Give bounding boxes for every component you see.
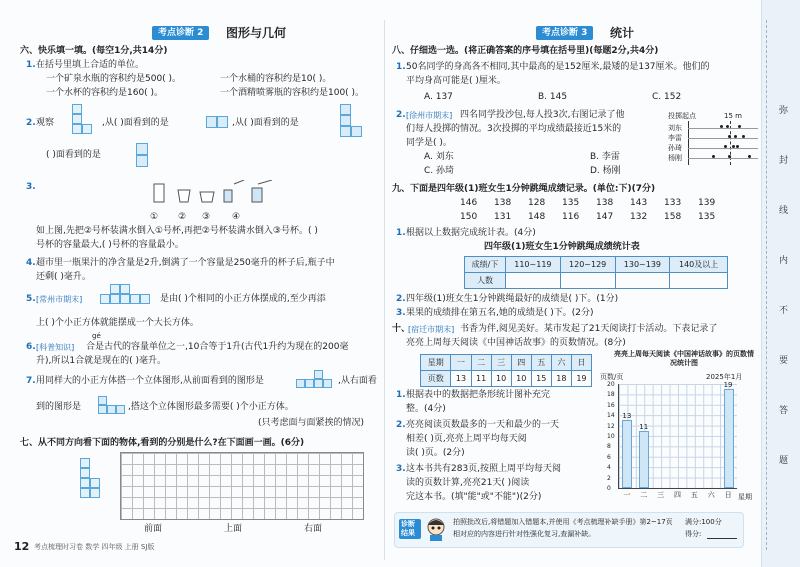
question-number: 3. — [396, 308, 406, 318]
y-tick-label: 10 — [607, 433, 615, 440]
reading-table-header: 三 — [491, 355, 511, 371]
y-tick-label: 2 — [607, 474, 611, 482]
chart-bar — [724, 389, 734, 488]
view-label: 上面 — [224, 524, 243, 534]
cup-label: ② — [178, 212, 187, 222]
table-header: 120~129 — [560, 257, 615, 273]
reading-bar-chart — [600, 350, 756, 506]
question-text: 四年级(1)班女生1分钟跳绳最好的成绩是( )下。(1分) — [406, 294, 619, 304]
thrower-name: 杨刚 — [668, 154, 682, 162]
reading-pages-cell: 10 — [511, 371, 531, 387]
jump-value: 148 — [528, 212, 546, 222]
pinyin-note: gé — [92, 332, 101, 340]
y-tick-label: 20 — [607, 381, 615, 388]
seal-char: 封 — [778, 156, 788, 166]
section-title-geometry: 图形与几何 — [226, 26, 287, 40]
reading-pages-cell: 15 — [531, 371, 551, 387]
y-tick-label: 16 — [607, 401, 615, 409]
question-text: ,从( )面看到的是 — [102, 118, 169, 128]
part-nine-heading: 九、下面是四年级(1)班女生1分钟跳绳成绩记录。(单位:下)(7分) — [392, 184, 656, 194]
book-info: 考点梳理时习卷 数学 四年级 上册 SJ版 — [34, 543, 155, 551]
jump-value: 133 — [664, 198, 682, 208]
question-text: 一个矿泉水瓶的容积约是500( )。 — [46, 74, 182, 84]
answer-cell[interactable] — [506, 273, 561, 289]
jump-value: 146 — [460, 198, 478, 208]
reading-table-header: 四 — [511, 355, 531, 371]
score-line — [707, 538, 737, 539]
y-tick-label: 0 — [607, 485, 611, 492]
question-text: 亮亮阅读页数最多的一天和最少的一天 — [406, 420, 560, 430]
reading-table-header: 星期 — [421, 355, 451, 371]
question-text: 到的图形是 — [36, 402, 82, 412]
seal-char: 内 — [778, 256, 788, 266]
question-text: ,从( )面看到的是 — [232, 118, 299, 128]
chart-plot-area — [607, 381, 737, 499]
cube-stack-icon — [100, 284, 160, 312]
y-tick-label: 4 — [607, 464, 611, 472]
view-square-icon — [206, 116, 228, 128]
question-number: 1. — [396, 228, 406, 238]
question-text: 根据以上数据完成统计表。(4分) — [406, 228, 536, 238]
question-text: 们每人投掷的情况。3次投掷的平均成绩最接近15米的 — [406, 124, 622, 134]
student-avatar-icon — [425, 517, 447, 541]
question-text: 观察 — [36, 118, 55, 128]
jump-value: 135 — [562, 198, 580, 208]
bar-data-label: 19 — [723, 381, 733, 390]
right-view-icon — [98, 396, 125, 416]
diagnosis-text: 相对应的内容进行针对性强化复习,查漏补缺。 — [453, 530, 596, 538]
seal-char: 要 — [778, 356, 788, 366]
reading-table-header: 六 — [551, 355, 571, 371]
question-number: 2. — [396, 110, 406, 120]
jump-value: 128 — [528, 198, 546, 208]
cube-figure-icon — [64, 104, 100, 138]
question-number: 1. — [396, 62, 406, 72]
question-text: ,从右面看 — [338, 376, 377, 386]
reading-table-header: 五 — [531, 355, 551, 371]
question-text: ( )面看到的是 — [46, 150, 101, 160]
bar-data-label: 11 — [639, 422, 649, 431]
thrower-name: 李雷 — [668, 134, 682, 142]
section-badge-right: 考点诊断 3 — [536, 26, 593, 40]
option: A. 刘东 — [424, 152, 454, 162]
jump-value: 132 — [630, 212, 648, 222]
question-number: 1. — [396, 390, 406, 400]
table-header: 140及以上 — [670, 257, 728, 273]
chart-date: 2025年1月 — [706, 373, 743, 381]
page-number: 12 — [14, 540, 30, 553]
question-number: 2. — [396, 420, 406, 430]
question-text: 还剩( )毫升。 — [36, 272, 91, 282]
question-text: 四名同学投沙包,每人投3次,右图记录了他 — [460, 110, 625, 120]
question-number: 6. — [26, 342, 36, 352]
column-divider — [384, 20, 385, 560]
jump-value: 135 — [698, 212, 716, 222]
question-number: 3. — [396, 464, 406, 474]
y-tick-label: 8 — [607, 443, 611, 451]
part-ten-heading: 十、 — [392, 324, 411, 334]
question-number: 7. — [26, 376, 36, 386]
table-header: 成绩/下 — [465, 257, 506, 273]
seal-char: 题 — [778, 456, 788, 466]
question-text: 是由( )个相同的小正方体摆成的,至少再添 — [160, 294, 326, 304]
question-text: 用同样大的小正方体搭一个立体图形,从前面看到的图形是 — [36, 376, 264, 386]
diagnosis-text: 拍照批改后,将错题加入错题本,并使用《考点梳理补缺手册》第2~17页 — [453, 518, 673, 526]
question-text: 读( )页。(2分) — [406, 448, 465, 458]
option: A. 137 — [424, 92, 453, 102]
y-tick-label: 14 — [607, 412, 615, 420]
full-score: 满分:100分 — [685, 518, 722, 526]
option: B. 145 — [538, 92, 568, 102]
seal-char: 答 — [778, 406, 788, 416]
section-badge-left: 考点诊断 2 — [152, 26, 209, 40]
jump-value: 147 — [596, 212, 614, 222]
y-tick-label: 12 — [607, 422, 615, 430]
drawing-grid[interactable] — [120, 452, 364, 520]
front-view-icon — [296, 370, 332, 390]
y-tick-label: 18 — [607, 391, 615, 399]
question-text: 升),所以1合就是现在的( )毫升。 — [36, 356, 166, 366]
x-tick-label: 一 — [623, 491, 631, 499]
reading-pages-cell: 10 — [491, 371, 511, 387]
question-text: 亮亮上周每天阅读《中国神话故事》的页数情况。(8分) — [406, 338, 626, 348]
jump-value: 138 — [494, 198, 512, 208]
cup-label: ③ — [202, 212, 211, 222]
question-text: 相差( )页,亮亮上周平均每天阅 — [406, 434, 527, 444]
jump-value: 143 — [630, 198, 648, 208]
view-label: 前面 — [144, 524, 163, 534]
question-text: 同学是( )。 — [406, 138, 452, 148]
answer-cell[interactable] — [670, 273, 728, 289]
score-table — [464, 256, 728, 289]
diagnosis-box — [394, 512, 744, 548]
chart-title: 亮亮上周每天阅读《中国神话故事》的页数情况统计图 — [614, 350, 754, 367]
option: C. 孙琦 — [424, 166, 455, 176]
question-text: 如上图,先把②号杯装满水倒入①号杯,再把②号杯装满水倒入③号杯。( ) — [36, 226, 318, 236]
jump-value: 138 — [596, 198, 614, 208]
question-text: 超市里一瓶果汁的净含量是2升,倒满了一个容量是250毫升的杯子后,瓶子中 — [36, 258, 335, 268]
question-number: 4. — [26, 258, 36, 268]
question-text: 根据表中的数据把条形统计图补充完 — [406, 390, 551, 400]
source-tag: [徐州市期末] — [406, 111, 453, 120]
option: C. 152 — [652, 92, 682, 102]
reading-table — [420, 354, 592, 387]
reading-pages-cell: 18 — [551, 371, 571, 387]
question-text: 一个水桶的容积约是10( )。 — [220, 74, 332, 84]
throw-diagram — [668, 112, 758, 166]
question-text: 50名同学的身高各不相同,其中最高的是152厘米,最矮的是137厘米。他们的 — [406, 62, 710, 72]
bar-data-label: 13 — [622, 412, 632, 421]
chart-bar — [622, 420, 632, 488]
chart-bar — [639, 431, 649, 488]
question-note: (只考虑面与面紧挨的情况) — [258, 418, 365, 428]
x-tick-label: 六 — [707, 491, 715, 499]
cup-label: ④ — [232, 212, 241, 222]
option: B. 李雷 — [590, 152, 620, 162]
seal-char: 线 — [778, 206, 788, 216]
answer-cell[interactable] — [560, 273, 615, 289]
option: D. 杨刚 — [590, 166, 621, 176]
question-text: 读的页数计算,亮亮21天( )阅读 — [406, 478, 530, 488]
question-number: 3. — [26, 182, 36, 192]
question-number: 1. — [26, 60, 36, 70]
y-tick-label: 6 — [607, 453, 611, 461]
question-text: 一个水杯的容积约是160( )。 — [46, 88, 164, 98]
seal-char: 弥 — [778, 106, 788, 116]
chart-ylabel: 页数/页 — [600, 373, 624, 381]
source-tag: [科普知识] — [36, 343, 75, 352]
cup-label: ① — [150, 212, 159, 222]
reading-pages-cell: 19 — [571, 371, 591, 387]
question-text: 号杯的容量最大,( )号杯的容量最小。 — [36, 240, 184, 250]
part-eight-heading: 八、仔细选一选。(将正确答案的序号填在括号里)(每题2分,共4分) — [392, 46, 659, 56]
cups-figure-icon — [148, 180, 278, 214]
x-tick-label: 三 — [657, 491, 665, 499]
answer-cell[interactable] — [615, 273, 670, 289]
x-tick-label: 五 — [690, 491, 698, 499]
question-text: ,搭这个立体图形最多需要( )个小正方体。 — [128, 402, 294, 412]
seal-char: 不 — [778, 306, 788, 316]
part-seven-heading: 七、从不同方向看下面的物体,看到的分别是什么?在下面画一画。(6分) — [20, 438, 305, 448]
view-square-icon — [136, 143, 148, 167]
jump-value: 116 — [562, 212, 580, 222]
reading-table-header: 一 — [451, 355, 471, 371]
question-text: 果果的成绩排在第五名,她的成绩是( )下。(2分) — [406, 308, 594, 318]
question-text: 整。(4分) — [406, 404, 446, 414]
question-text: 上( )个小正方体就能摆成一个大长方体。 — [36, 318, 199, 328]
chart-xlabel: 星期 — [738, 493, 752, 501]
jump-value: 158 — [664, 212, 682, 222]
throw-mark-label: 15 m — [724, 112, 742, 120]
view-label: 右面 — [304, 524, 323, 534]
question-text: 这本书共有283页,按照上周平均每天阅 — [406, 464, 562, 474]
table-row-label: 人数 — [465, 273, 506, 289]
section-title-statistics: 统计 — [610, 26, 635, 40]
table-title: 四年级(1)班女生1分钟跳绳成绩统计表 — [484, 242, 640, 252]
reading-pages-cell: 13 — [451, 371, 471, 387]
question-text: 书香为伴,阅见美好。某市发起了21天阅读打卡活动。下表记录了 — [460, 324, 718, 334]
thrower-name: 孙琦 — [668, 144, 682, 152]
x-tick-label: 日 — [724, 491, 732, 499]
jump-value: 139 — [698, 198, 716, 208]
part-six-heading: 六、快乐填一填。(每空1分,共14分) — [20, 46, 168, 56]
question-text: 合是古代的容量单位之一,10合等于1升(古代1升约为现在的200毫 — [86, 342, 349, 352]
thrower-name: 刘东 — [668, 124, 682, 132]
question-number: 2. — [26, 118, 36, 128]
question-text: 在括号里填上合适的单位。 — [36, 60, 145, 70]
question-text: 平均身高可能是( )厘米。 — [406, 76, 506, 86]
source-tag: [宿迁市期末] — [408, 325, 455, 334]
question-number: 5. — [26, 294, 36, 304]
question-text: 一个酒精喷雾瓶的容积约是100( )。 — [220, 88, 365, 98]
source-tag: [常州市期末] — [36, 295, 83, 304]
x-tick-label: 四 — [674, 491, 681, 499]
jump-value: 150 — [460, 212, 478, 222]
diagnosis-label: 诊断结果 — [399, 519, 421, 539]
x-tick-label: 二 — [640, 491, 648, 499]
question-number: 2. — [396, 294, 406, 304]
seal-line-band — [761, 0, 800, 567]
reading-pages-cell: 11 — [471, 371, 491, 387]
reading-table-header: 日 — [571, 355, 591, 371]
jump-value: 131 — [494, 212, 512, 222]
stacked-cubes-icon — [80, 458, 110, 502]
question-text: 完这本书。(填"能"或"不能")(2分) — [406, 492, 542, 502]
throw-start-label: 投掷起点 — [668, 112, 696, 120]
reading-table-header: 二 — [471, 355, 491, 371]
reading-table-label: 页数 — [421, 371, 451, 387]
score-label: 得分: — [685, 530, 702, 538]
view-square-icon — [340, 104, 362, 138]
table-header: 130~139 — [615, 257, 670, 273]
table-header: 110~119 — [506, 257, 561, 273]
